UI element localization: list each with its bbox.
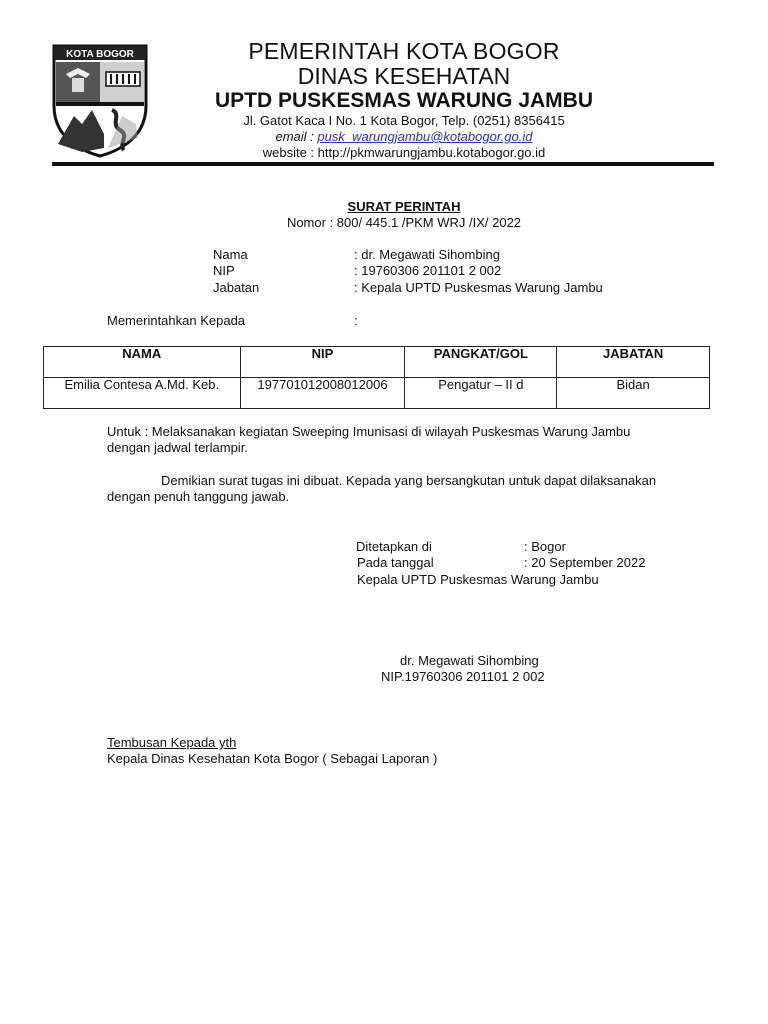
letter-number: Nomor : 800/ 445.1 /PKM WRJ /IX/ 2022 (286, 215, 522, 230)
header-email-line (0, 129, 768, 144)
cell-rank: Pengatur – II d (405, 378, 557, 409)
order-label: Memerintahkan Kepada (107, 313, 246, 328)
issuer-name-value: : dr. Megawati Sihombing (354, 247, 500, 262)
letter-title: SURAT PERINTAH (347, 199, 461, 214)
logo-text: KOTA BOGOR (66, 49, 134, 60)
cc-heading: Tembusan Kepada yth (107, 735, 237, 750)
order-colon: : (354, 313, 358, 328)
signatory-nip: NIP.19760306 201101 2 002 (381, 669, 545, 684)
issuer-position-label: Jabatan (213, 280, 260, 295)
header-address: Jl. Gatot Kaca I No. 1 Kota Bogor, Telp. (0251) 8356415 (243, 113, 565, 128)
column-header-name: NAMA (44, 347, 241, 378)
column-header-rank: PANGKAT/GOL (405, 347, 557, 378)
signature-place-value: : Bogor (524, 539, 566, 554)
issuer-nip-value: : 19760306 201101 2 002 (354, 263, 502, 278)
closing-paragraph: Demikian surat tugas ini dibuat. Kepada yang bersangkutan untuk dapat dilaksanakan dengan penuh tanggung jawab. (107, 473, 657, 504)
cell-name: Emilia Contesa A.Md. Keb. (44, 378, 241, 409)
cell-position: Bidan (557, 378, 710, 409)
signature-date-label: Pada tanggal (357, 555, 434, 570)
cc-recipient: Kepala Dinas Kesehatan Kota Bogor ( Sebagai Laporan ) (107, 751, 438, 766)
table-row (44, 378, 710, 409)
signature-place-label: Ditetapkan di (356, 539, 432, 554)
column-header-position: JABATAN (557, 347, 710, 378)
header-line-institution: UPTD PUSKESMAS WARUNG JAMBU (214, 89, 594, 112)
purpose-paragraph: Untuk : Melaksanakan kegiatan Sweeping Imunisasi di wilayah Puskesmas Warung Jambu dengan jadwal terlampir. (107, 424, 631, 455)
header-line-government: PEMERINTAH KOTA BOGOR (248, 38, 560, 64)
issuer-name-label: Nama (213, 247, 248, 262)
header-line-agency: DINAS KESEHATAN (297, 63, 511, 89)
issuer-nip-label: NIP (213, 263, 235, 278)
header-website: website : http://pkmwarungjambu.kotabogor.go.id (262, 145, 546, 160)
signatory-name: dr. Megawati Sihombing (400, 653, 539, 668)
signature-role: Kepala UPTD Puskesmas Warung Jambu (357, 572, 599, 587)
email-label: email : (275, 129, 318, 144)
staff-table (43, 346, 710, 409)
email-link[interactable]: pusk_warungjambu@kotabogor.go.id (317, 129, 533, 144)
header-divider (52, 162, 714, 166)
table-header-row (44, 347, 710, 378)
issuer-position-value: : Kepala UPTD Puskesmas Warung Jambu (354, 280, 603, 295)
column-header-nip: NIP (240, 347, 405, 378)
cell-nip: 197701012008012006 (240, 378, 405, 409)
signature-date-value: : 20 September 2022 (524, 555, 646, 570)
